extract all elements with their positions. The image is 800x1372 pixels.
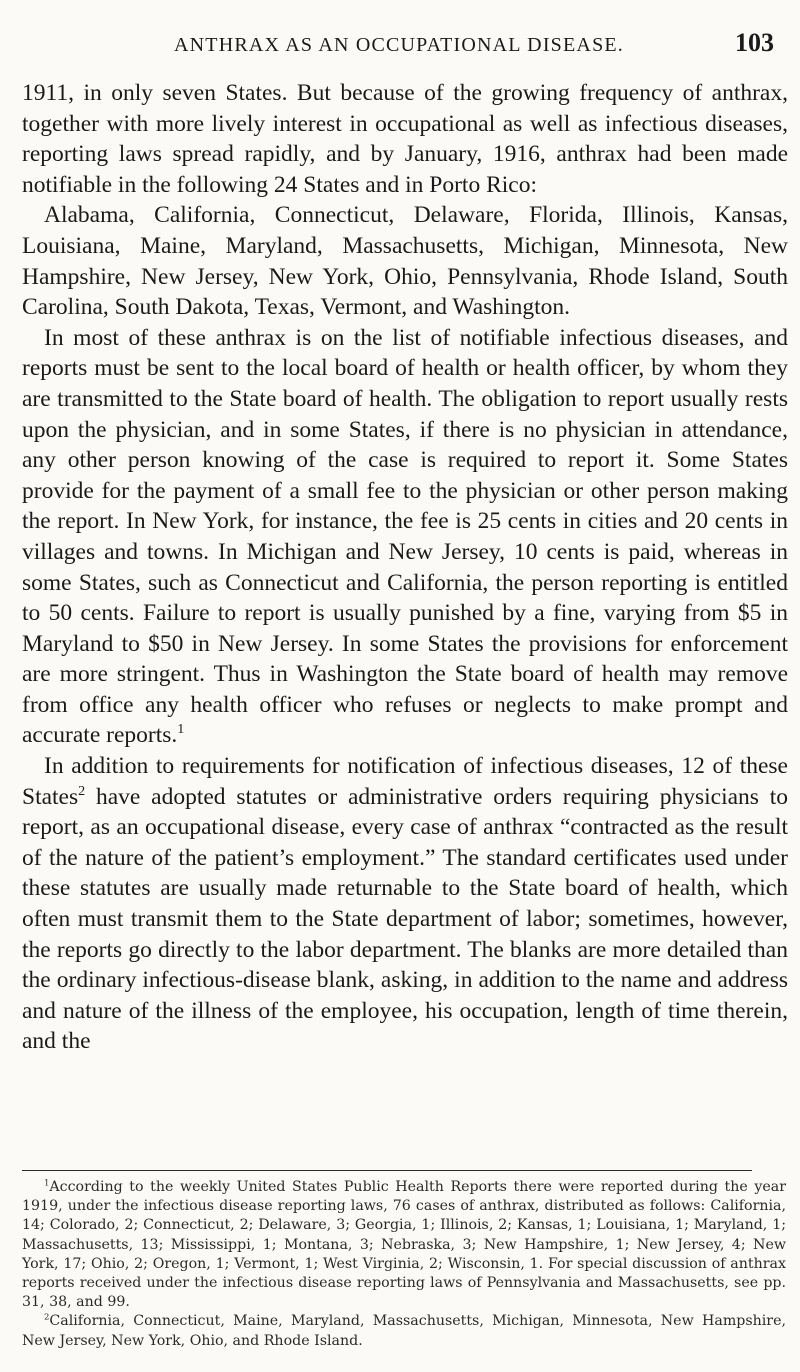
footnote-1-text: According to the weekly United States Public Health Reports there were reported during the year 1919, under the infectious disease reporting laws, 76 cases of anthrax, distributed as follows: California, 14; Colorado, 2; Connecticut, 2; Delaware, 3; Georgia, 1; Illinois, 2; Kansas, 1; Louisiana, 1; Maryland, 1; Massachusetts, 13; Mississippi, 1; Montana, 3; Nebraska, 3; New Hampshire, 1; New Jersey, 4; New York, 17; Ohio, 2; Oregon, 1; Vermont, 1; West Virginia, 2; Wisconsin, 1. For special discussion of anthrax reports received under the infectious disease reporting laws of Pennsylvania and Massachusetts, see pp. 31, 38, and 99. — [22, 1179, 786, 1311]
footnote-1 — [22, 1178, 786, 1312]
footnote-1-mark: 1 — [44, 1178, 50, 1189]
running-title: ANTHRAX AS AN OCCUPATIONAL DISEASE. — [174, 34, 625, 56]
paragraph-occupational-text-b: have adopted statutes or administrative orders requiring physicians to report, as an occupational disease, every case of anthrax “contracted as the result of the nature of the patient’s employment.” The standard certificates used under these statutes are usually made returnable to the State board of health, which often must transmit them to the State department of labor; sometimes, however, the reports go directly to the labor department. The blanks are more detailed than the ordinary infectious-disease blank, asking, in addition to the name and address and nature of the illness of the employee, his occupation, length of time therein, and the — [22, 783, 788, 1055]
paragraph-occupational — [22, 751, 788, 1057]
running-header — [0, 28, 800, 68]
body-text — [22, 78, 788, 1057]
footnote-ref-1[interactable]: 1 — [177, 721, 185, 738]
footnote-2-mark: 2 — [44, 1312, 50, 1323]
footnote-2-text: California, Connecticut, Maine, Maryland, Massachusetts, Michigan, Minnesota, New Hampshire, New Jersey, New York, Ohio, and Rhode Island. — [22, 1313, 786, 1349]
footnote-ref-2[interactable]: 2 — [78, 782, 86, 799]
state-list-paragraph: Alabama, California, Connecticut, Delaware, Florida, Illinois, Kansas, Louisiana, Maine, Maryland, Massachusetts, Michigan, Minnesota, New Hampshire, New Jersey, New York, Ohio, Pennsylvania, Rhode Island, South Carolina, South Dakota, Texas, Vermont, and Washington. — [22, 202, 788, 321]
page-number: 103 — [735, 28, 774, 57]
footnote-2 — [22, 1312, 786, 1350]
paragraph-reporting-text: In most of these anthrax is on the list of notifiable infectious diseases, and reports must be sent to the local board of health or health officer, by whom they are transmitted to the State board of health. The obligation to report usually rests upon the physician, and in some States, if there is no physician in attendance, any other person knowing of the case is required to report it. Some States provide for the payment of a small fee to the physician or other person making the report. In New York, for instance, the fee is 25 cents in cities and 20 cents in villages and towns. In Michigan and New Jersey, 10 cents is paid, whereas in some States, such as Connecticut and California, the person reporting is entitled to 50 cents. Failure to report is usually punished by a fine, varying from $5 in Maryland to $50 in New Jersey. In some States the provisions for enforcement are more stringent. Thus in Washington the State board of health may remove from office any health officer who refuses or neglects to make prompt and accurate reports. — [22, 324, 788, 749]
footnotes — [22, 1178, 786, 1351]
paragraph-continuation: 1911, in only seven States. But because of the growing frequency of anthrax, together with more lively interest in occupational as well as infectious diseases, reporting laws spread rapidly, and by January, 1916, anthrax had been made notifiable in the following 24 States and in Porto Rico: — [22, 80, 788, 198]
footnote-divider — [22, 1170, 752, 1171]
paragraph-occupational-text-a: In addition to requirements for notification of infectious diseases, 12 of these States — [22, 753, 788, 810]
paragraph-reporting — [22, 323, 788, 751]
